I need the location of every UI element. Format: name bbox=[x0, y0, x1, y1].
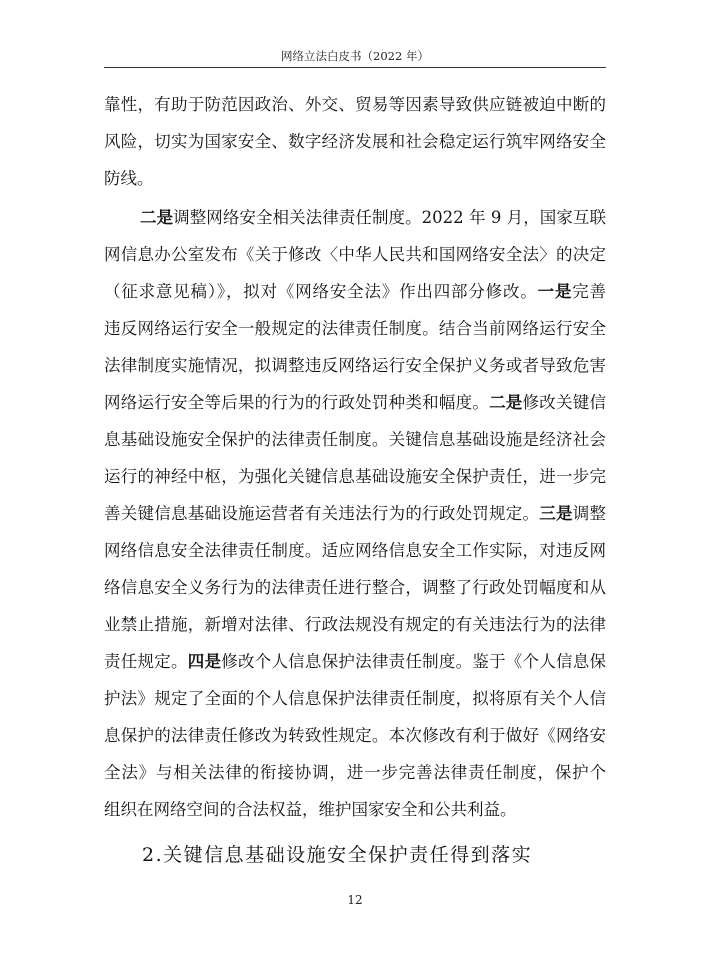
text-run: 网信息办公室发布《关于修改〈中华人民共和国网络安全法〉的决定 bbox=[104, 245, 606, 264]
text-run: 调整 bbox=[572, 504, 606, 523]
text-line bbox=[104, 569, 606, 606]
text-run: 息基础设施安全保护的法律责任制度。关键信息基础设施是经济社会 bbox=[104, 430, 606, 449]
body-text bbox=[104, 86, 606, 828]
text-run: 防线。 bbox=[104, 169, 154, 188]
key-term: 二是 bbox=[140, 208, 174, 227]
running-header-title: 网络立法白皮书（2022 年） bbox=[281, 49, 429, 63]
text-run: 调整网络安全相关法律责任制度。2022 年 9 月，国家互联 bbox=[173, 208, 606, 227]
key-term: 一是 bbox=[537, 282, 573, 301]
text-line bbox=[104, 458, 606, 495]
text-run: 网络信息安全法律责任制度。适应网络信息安全工作实际，对违反网 bbox=[104, 541, 606, 560]
text-run: 业禁止措施，新增对法律、行政法规没有规定的有关违法行为的法律 bbox=[104, 615, 606, 634]
text-run: 息保护的法律责任修改为转致性规定。本次修改有利于做好《网络安 bbox=[104, 726, 606, 745]
text-run: 法律制度实施情况，拟调整违反网络运行安全保护义务或者导致危害 bbox=[104, 356, 606, 375]
text-run: 络信息安全义务行为的法律责任进行整合，调整了行政处罚幅度和从 bbox=[104, 578, 606, 597]
text-run: 组织在网络空间的合法权益，维护国家安全和公共利益。 bbox=[104, 800, 517, 819]
text-run: 修改个人信息保护法律责任制度。鉴于《个人信息保 bbox=[221, 652, 606, 671]
text-run: 全法》与相关法律的衔接协调，进一步完善法律责任制度，保护个 bbox=[104, 763, 606, 782]
text-run: （征求意见稿）》，拟对《网络安全法》作出四部分修改。 bbox=[104, 282, 538, 301]
text-line bbox=[104, 791, 606, 828]
text-line bbox=[104, 384, 606, 421]
text-line bbox=[104, 606, 606, 643]
key-term: 二是 bbox=[489, 393, 523, 412]
text-line bbox=[104, 123, 606, 160]
paragraph bbox=[104, 199, 606, 828]
text-line bbox=[104, 347, 606, 384]
text-run: 风险，切实为国家安全、数字经济发展和社会稳定运行筑牢网络安全 bbox=[104, 132, 606, 151]
text-run: 靠性，有助于防范因政治、外交、贸易等因素导致供应链被迫中断的 bbox=[104, 95, 606, 114]
text-run: 修改关键信 bbox=[522, 393, 606, 412]
text-run: 责任规定。 bbox=[104, 652, 188, 671]
text-line bbox=[104, 160, 606, 197]
text-run: 善关键信息基础设施运营者有关违法行为的行政处罚规定。 bbox=[104, 504, 540, 523]
text-line bbox=[104, 421, 606, 458]
paragraph bbox=[104, 86, 606, 197]
text-run: 护法》规定了全面的个人信息保护法律责任制度，拟将原有关个人信 bbox=[104, 689, 606, 708]
text-line bbox=[104, 236, 606, 273]
text-line bbox=[104, 643, 606, 680]
text-run: 违反网络运行安全一般规定的法律责任制度。结合当前网络运行安全 bbox=[104, 319, 606, 338]
text-line bbox=[104, 680, 606, 717]
text-line bbox=[104, 754, 606, 791]
text-line bbox=[104, 199, 606, 236]
text-run: 完善 bbox=[572, 282, 606, 301]
text-line bbox=[104, 273, 606, 310]
section-heading: 2.关键信息基础设施安全保护责任得到落实 bbox=[142, 844, 533, 866]
text-run: 网络运行安全等后果的行为的行政处罚种类和幅度。 bbox=[104, 393, 490, 412]
text-line bbox=[104, 86, 606, 123]
text-run: 运行的神经中枢，为强化关键信息基础设施安全保护责任，进一步完 bbox=[104, 467, 606, 486]
text-line bbox=[104, 532, 606, 569]
key-term: 三是 bbox=[539, 504, 573, 523]
text-line bbox=[104, 495, 606, 532]
key-term: 四是 bbox=[187, 652, 222, 671]
text-line bbox=[104, 717, 606, 754]
text-line bbox=[104, 310, 606, 347]
page-number: 12 bbox=[347, 893, 363, 907]
header-rule bbox=[104, 67, 606, 68]
